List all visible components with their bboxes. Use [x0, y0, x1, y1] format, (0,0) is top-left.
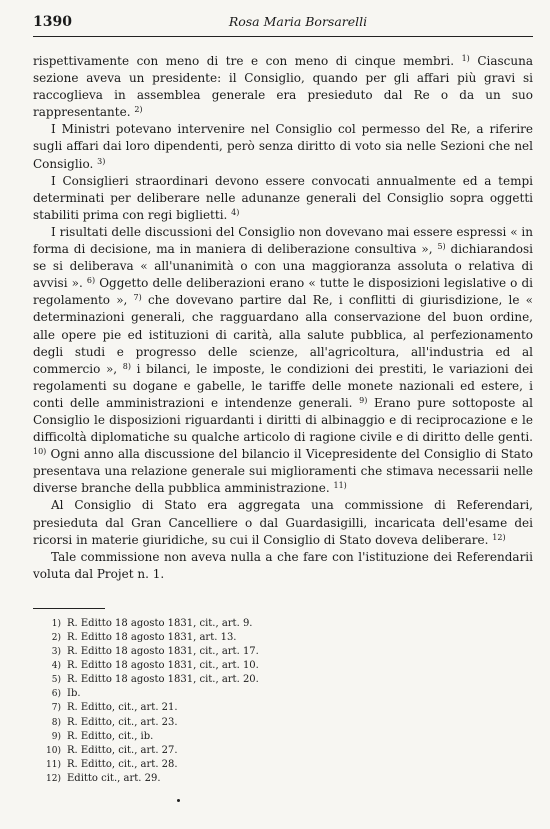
footnote-ref: 12)	[492, 532, 506, 542]
footnote-text: R. Editto, cit., art. 27.	[67, 744, 178, 756]
text-run: Ogni anno alla discussione del bilancio il Vicepresidente del Consiglio di Stato presentava una relazione generale sui miglioramenti che stimava necessarii nelle diverse branche della pubblica amministrazione.	[33, 447, 533, 496]
footnote-text: R. Editto 18 agosto 1831, cit., art. 10.	[67, 660, 259, 672]
paragraph	[33, 549, 533, 583]
page-header	[33, 14, 533, 37]
footnote	[33, 617, 533, 631]
footnote-ref: 7)	[133, 293, 142, 303]
footnote-text: R. Editto 18 agosto 1831, cit., art. 9.	[67, 617, 253, 629]
text-run: Tale commissione non aveva nulla a che fare con l'istituzione dei Referendarii voluta dal Projet n. 1.	[33, 549, 533, 581]
footnote-number: 8)	[51, 717, 61, 728]
footnote	[33, 758, 533, 772]
footnote-number: 12)	[46, 773, 61, 784]
running-head: Rosa Maria Borsarelli	[228, 14, 368, 29]
footnote-text: R. Editto 18 agosto 1831, art. 13.	[67, 632, 237, 643]
footnotes	[33, 617, 533, 786]
footnote-text: Editto cit., art. 29.	[67, 772, 161, 784]
footnote	[33, 631, 533, 645]
text-run: Ciascuna sezione aveva un presidente: il Consiglio, quando per gli affari più gravi si raccoglieva in assemblea generale era presieduto dal Re o da un suo rappresentante.	[33, 54, 533, 120]
footnote-number: 6)	[51, 689, 61, 700]
footnote-number: 5)	[51, 675, 61, 686]
footnote	[33, 716, 533, 730]
footnote	[33, 772, 533, 786]
footnote-number: 7)	[51, 703, 61, 714]
text-run: I Consiglieri straordinari devono essere convocati annualmente ed a tempi determinati per deliberare nelle adunanze generali del Consiglio sopra oggetti stabiliti prima con regi biglietti.	[33, 173, 533, 222]
footnote-number: 11)	[46, 759, 61, 770]
paragraph	[33, 497, 533, 548]
text-run: Erano pure sottoposte al Consiglio le disposizioni riguardanti i diritti di albinaggio e di reciprocazione e le difficoltà diplomatiche su qualche articolo di ragione civile e di diritto delle genti.	[33, 395, 534, 445]
text-run: rispettivamente con meno di tre e con meno di cinque membri.	[33, 54, 462, 68]
footnote-number: 9)	[51, 731, 61, 742]
footnote-ref: 9)	[359, 395, 368, 405]
footnote-number: 3)	[51, 647, 61, 658]
footnote-number: 2)	[51, 633, 61, 643]
footnote	[33, 687, 533, 701]
footnote-number: 10)	[46, 745, 61, 756]
footnote-text: R. Editto, cit., art. 23.	[67, 716, 178, 728]
footnote-ref: 5)	[437, 242, 446, 252]
footnote-ref: 6)	[86, 276, 96, 286]
paragraph	[33, 53, 533, 121]
text-run: che dovevano partire dal Re, i conflitti di giurisdizione, le « determinazioni generali, che ragguardano alla conservazione del buon ordine, alle opere pie ed istituzioni di carità, alla salute pubblica, al perfezionamento degli studi e progresso delle scienze, all'agricoltura, all'industria ed al commercio »,	[33, 293, 534, 376]
body-text	[33, 53, 533, 583]
paragraph	[33, 121, 533, 172]
text-run: Al Consiglio di Stato era aggregata una commissione di Referendari, presieduta dal Gran Cancelliere o dal Guardasigilli, incaricata dell'esame dei ricorsi in materie giuridiche, su cui il Consiglio di Stato doveva deliberare.	[33, 498, 533, 547]
page-number: 1390	[33, 14, 72, 30]
paragraph	[33, 173, 533, 224]
paragraph	[33, 224, 533, 498]
footnote	[33, 744, 533, 758]
footnote-ref: 8)	[122, 361, 131, 371]
footnote-rule	[33, 608, 105, 609]
text-run: dichiarandosi se si deliberava « all'unanimità o con una maggioranza assoluta o relativa di avvisi ».	[33, 242, 534, 291]
footnote-ref: 4)	[231, 207, 240, 217]
footnote-ref: 1)	[461, 54, 470, 63]
footnote-text: Ib.	[67, 688, 81, 700]
footnote-ref: 3)	[97, 156, 106, 166]
footnote	[33, 673, 533, 687]
bottom-mark	[177, 799, 180, 802]
footnote	[33, 701, 533, 715]
footnote-text: R. Editto, cit., art. 28.	[67, 758, 178, 770]
footnote	[33, 730, 533, 744]
text-run: I risultati delle discussioni del Consiglio non dovevano mai essere espressi « in forma di decisione, ma in maniera di deliberazione consultiva »,	[33, 224, 533, 257]
footnote-number: 1)	[51, 618, 61, 629]
footnote-ref: 11)	[333, 481, 347, 491]
text-run: I Ministri potevano intervenire nel Consiglio col permesso del Re, a riferire sugli affari dai loro dipendenti, però senza diritto di voto sia nelle Sezioni che nel Consiglio.	[33, 122, 533, 171]
footnote-ref: 2)	[134, 105, 143, 115]
footnote-text: R. Editto 18 agosto 1831, cit., art. 20.	[67, 674, 259, 686]
page	[33, 14, 533, 786]
text-run: Oggetto delle deliberazioni erano « tutte le disposizioni legislative o di regolamento »,	[33, 276, 533, 308]
text-run: i bilanci, le imposte, le condizioni dei prestiti, le variazioni dei regolamenti su dogane e gabelle, le tariffe delle monete nazionali ed estere, i conti delle amministrazioni e intendenze generali.	[33, 361, 534, 410]
footnote-text: R. Editto, cit., art. 21.	[67, 702, 178, 714]
footnote-ref: 10)	[33, 447, 47, 457]
footnote-text: R. Editto 18 agosto 1831, cit., art. 17.	[67, 646, 259, 658]
footnote-number: 4)	[51, 661, 61, 672]
footnote-text: R. Editto, cit., ib.	[67, 730, 154, 742]
footnote	[33, 645, 533, 659]
footnote	[33, 659, 533, 673]
